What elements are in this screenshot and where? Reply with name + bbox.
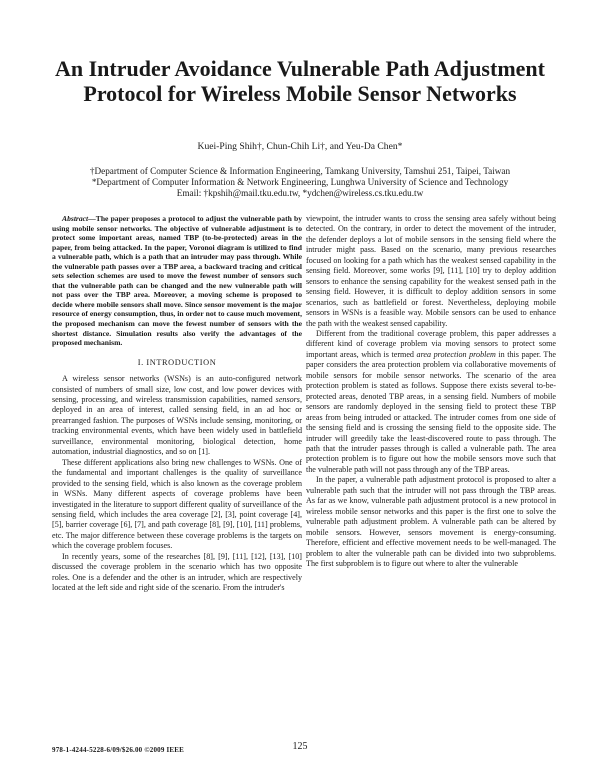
- affiliation-2: *Department of Computer Information & Network Engineering, Lunghwa University of Science and Technology: [91, 177, 509, 187]
- intro-paragraph-3: In recently years, some of the researches [8], [9], [11], [12], [13], [10] discussed the coverage problem in the scenario which has two opposite roles. One is a defender and the other is an intruder, which are respectively located at the left side and right side of the scenario. From the intruder's: [52, 551, 302, 593]
- right-paragraph-2-text-a: Different from the traditional coverage problem, this paper addresses a different kind of coverage problem via moving sensors to protect some important areas, which is termed: [306, 328, 556, 359]
- intro-paragraph-1-text-a: A wireless sensor networks (WSNs) is an auto-configured network consisted of numbers of small size, low cost, and low power devices with sensing, processing, and wireless transmission capabilities, named: [52, 374, 302, 405]
- copyright-notice: 978-1-4244-5228-6/09/$26.00 ©2009 IEEE: [52, 746, 185, 754]
- affiliation-1: †Department of Computer Science & Information Engineering, Tamkang University, Tamshui 251, Taipei, Taiwan: [89, 166, 511, 176]
- right-paragraph-3: In the paper, a vulnerable path adjustment protocol is proposed to alter a vulnerable path such that the intruder will not pass through the TBP areas. As far as we know, vulnerable path adjustment protocol is a new protocol in wireless mobile sensor networks and this paper is the first one to solve the vulnerable path adjustment problem. A vulnerable path can be altered by mobile sensors. However, sensors movement is energy-consuming. Therefore, efficient and effective movement needs to be well-managed. The problem to alter the vulnerable path can be divided into two subproblems. The first subproblem is to figure out where to alter the vulnerable: [306, 475, 556, 568]
- intro-paragraph-1-emphasis: sensors: [275, 395, 300, 405]
- author-list: Kuei-Ping Shih†, Chun-Chih Li†, and Yeu-Da Chen*: [197, 141, 403, 152]
- right-paragraph-2-emphasis: area protection problem: [416, 349, 496, 359]
- author-emails: Email: †kpshih@mail.tku.edu.tw, *ydchen@wireless.cs.tku.edu.tw: [176, 188, 424, 198]
- right-column: [306, 214, 556, 569]
- page-number: 125: [292, 741, 308, 752]
- paper-title: An Intruder Avoidance Vulnerable Path Adjustment Protocol for Wireless Mobile Sensor Networks: [55, 56, 545, 106]
- left-column: [52, 214, 302, 594]
- abstract: [52, 214, 302, 348]
- intro-paragraph-1: [52, 374, 302, 458]
- intro-paragraph-1-text-b: , deployed in an area of interest, called sensing field, in an ad hoc or prearranged fashion. The purposes of WSNs include sensing, monitoring, or tracking environmental events, which have been widely used in battlefield surveillance, environmental monitoring, biological detection, home automation, industrial diagnostics, and so on [1].: [52, 395, 302, 457]
- section-heading-introduction: I. INTRODUCTION: [137, 357, 217, 367]
- right-paragraph-2-text-b: in this paper. The paper considers the area protection problem via collaborative movements of mobile sensors for mobile sensor networks. The scenario of the area protection problem is stated as follows. Suppose there exists several to-be-protected areas, denoted TBP areas, in a sensing field. Numbers of mobile sensors are randomly deployed in the sensing field to protect these TBP areas from being intruded or attacked. The intruder comes from one side of the sensing field and is crossing the sensing field to the opposite side. The intruder will greedily take the least-discovered route to pass through. The path that the intruder passes through is called a vulnerable path. The area protection problem is to figure out how the mobile sensors move such that the vulnerable path will not pass through any of the TBP areas.: [306, 349, 556, 474]
- abstract-lead: Abstract: [62, 214, 89, 223]
- right-paragraph-1: viewpoint, the intruder wants to cross the sensing area safely without being detected. On the contrary, in order to detect the movement of the intruder, the defender deploys a lot of mobile sensors in the sensing field where the intruder might pass. Based on the scenario, many previous researches focused on looking for a path which has the weakest sensed capability in the sensing field. Moreover, some works [9], [11], [10] try to deploy addition sensors to enhance the sensing capability for the weakest sensed path in the sensing field. However, it is difficult to deploy addition sensors in some scenarios, such as battlefield or forest. Nevertheless, deploying mobile sensors in WSNs is a feasible way. Mobile sensors can be used to enhance the path with the weakest sensed capability.: [306, 214, 556, 328]
- intro-paragraph-2: These different applications also bring new challenges to WSNs. One of the fundamental and important challenges is the quality of surveillance provided to the sensing field, which is also known as the coverage problem in WSNs. Many different aspects of coverage problems have been investigated in the literature to support different quality of surveillance of the sensing field, which includes the area coverage [2], [3], point coverage [4], [5], barrier coverage [6], [7], and path coverage [8], [9], [10], [11] problems, etc. The major difference between these coverage problems is the targets on which the coverage problem focuses.: [52, 457, 303, 551]
- abstract-text: —The paper proposes a protocol to adjust the vulnerable path by using mobile sensor networks. The objective of vulnerable adjustment is to protect some important areas, named TBP (to-be-protected) areas in the paper, from being attacked. In the paper, Voronoi diagram is utilized to find a vulnerable path, which is a path that an intruder may pass through. While the vulnerable path passes over a TBP area, a backward tracing and critical sets selection schemes are used to move the fewest number of sensors such that the vulnerable path can be changed and the new vulnerable path will not pass over the TBP area. Moreover, a moving scheme is proposed to decide where mobile sensors shall move. Since sensor movement is the major resource of energy consumption, thus, in order not to cause much movement, the proposed mechanism can move the fewest number of sensors with the shortest distance. Simulation results also verify the advantages of the proposed mechanism.: [52, 214, 302, 348]
- right-paragraph-2: [306, 329, 556, 475]
